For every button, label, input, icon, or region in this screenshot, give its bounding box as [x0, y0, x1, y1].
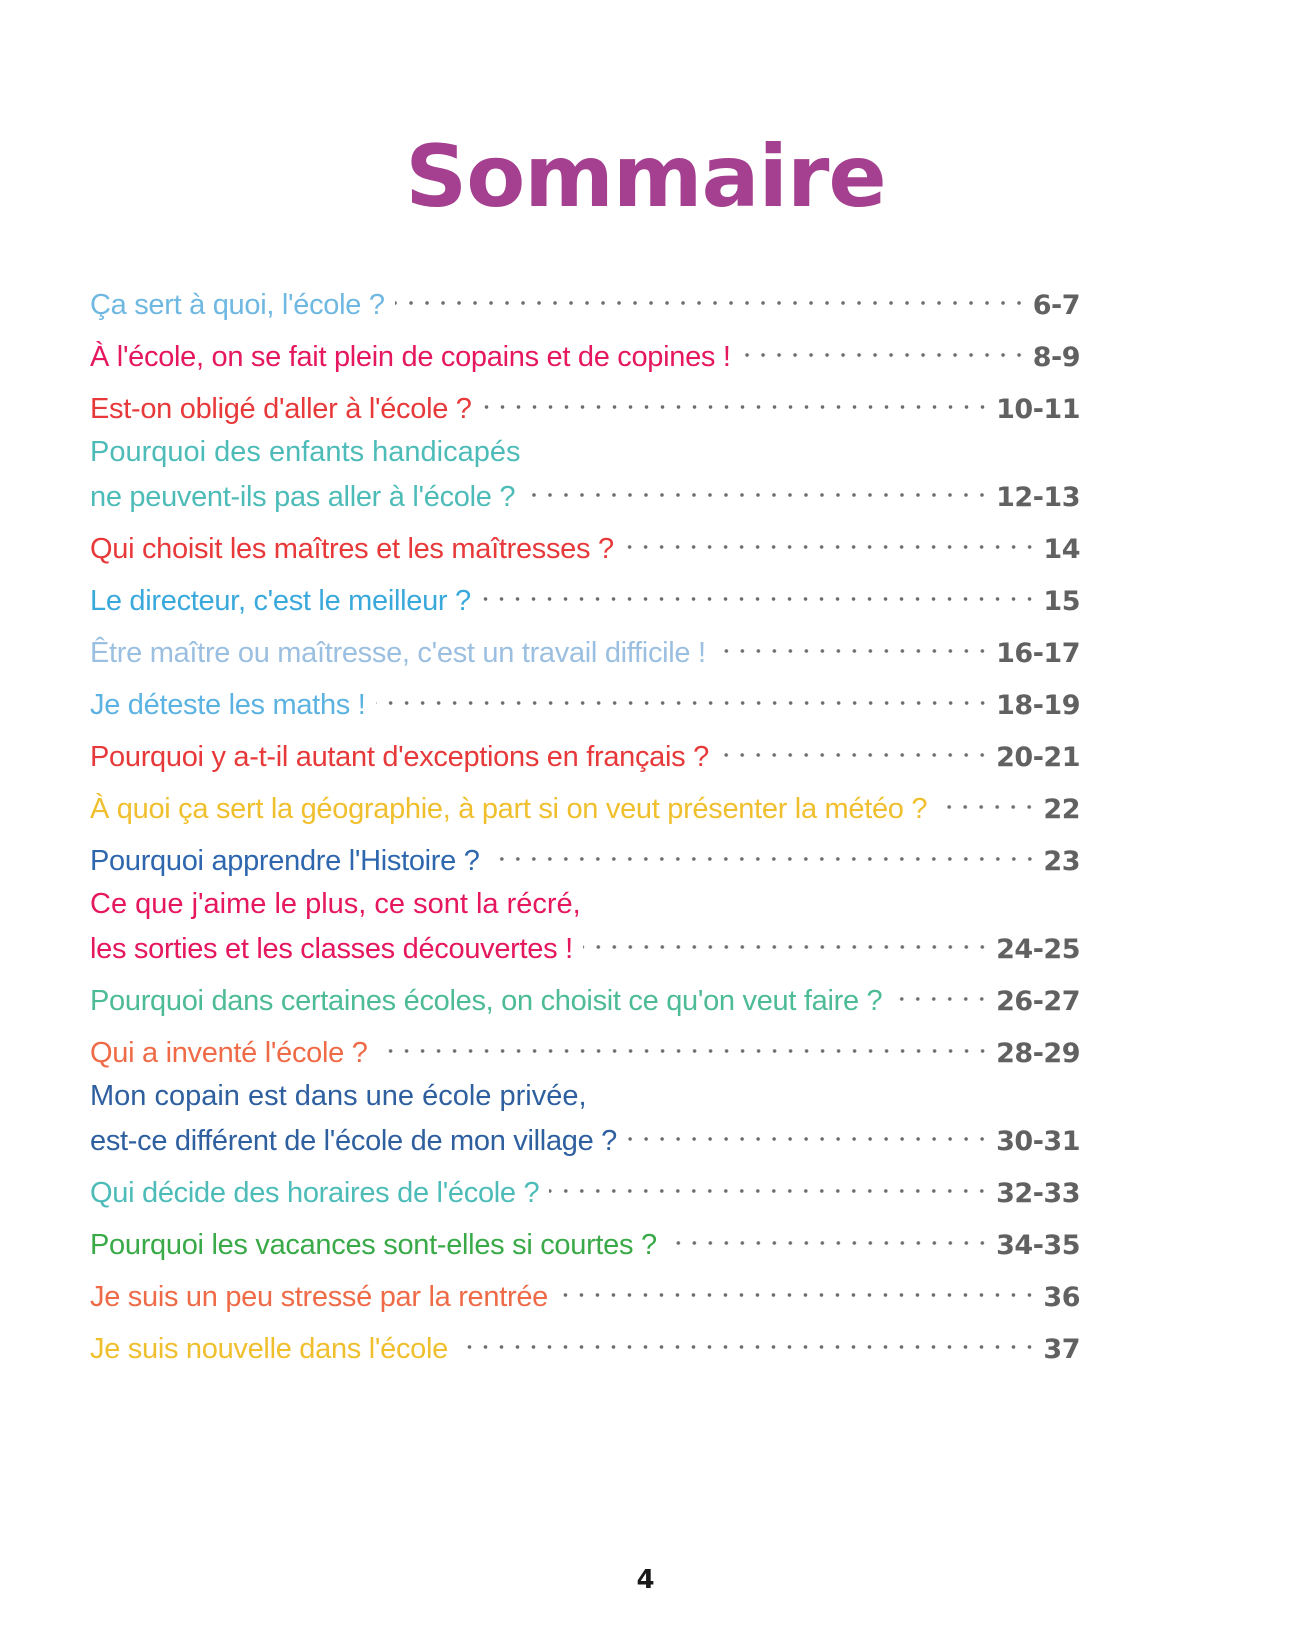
toc-entry-title: Pourquoi apprendre l'Histoire ? — [90, 845, 480, 877]
dot-leader — [525, 470, 990, 506]
toc-entry[interactable] — [90, 834, 1080, 877]
toc-entry-page: 28-29 — [996, 1038, 1080, 1069]
toc-entry-page: 14 — [1043, 534, 1080, 565]
toc-entry-title: les sorties et les classes découvertes ! — [90, 933, 573, 965]
toc-entry-page: 36 — [1043, 1282, 1080, 1313]
toc-entry-title: Pourquoi dans certaines écoles, on choisit ce qu'on veut faire ? — [90, 985, 883, 1017]
toc-entry-title-line: Mon copain est dans une école privée, — [90, 1080, 587, 1112]
toc-entry-title: Je suis nouvelle dans l'école — [90, 1333, 448, 1365]
toc-entry-title: Pourquoi y a-t-il autant d'exceptions en français ? — [90, 741, 709, 773]
dot-leader — [719, 730, 990, 766]
toc-entry-title: Ça sert à quoi, l'école ? — [90, 289, 385, 321]
toc-entry-title: À l'école, on se fait plein de copains et de copines ! — [90, 341, 731, 373]
toc-entry-title: Qui choisit les maîtres et les maîtresses ? — [90, 533, 614, 565]
toc-entry-title-line: Pourquoi des enfants handicapés — [90, 436, 521, 468]
toc-entry-title: Je déteste les maths ! — [90, 689, 366, 721]
toc-entry[interactable] — [90, 1322, 1080, 1365]
toc-entry-page: 23 — [1043, 846, 1080, 877]
toc-entry[interactable] — [90, 886, 1080, 965]
dot-leader — [378, 1026, 991, 1062]
toc-entry-page: 20-21 — [996, 742, 1080, 773]
dot-leader — [458, 1322, 1037, 1358]
toc-entry-title: Être maître ou maîtresse, c'est un travail difficile ! — [90, 637, 706, 669]
toc-entry[interactable] — [90, 1166, 1080, 1209]
dot-leader — [741, 330, 1027, 366]
toc-entry-page: 15 — [1043, 586, 1080, 617]
toc-entry[interactable] — [90, 730, 1080, 773]
dot-leader — [482, 382, 991, 418]
toc-entry[interactable] — [90, 1078, 1080, 1157]
toc-entry-page: 8-9 — [1032, 342, 1080, 373]
dot-leader — [937, 782, 1037, 818]
toc-entry[interactable] — [90, 1218, 1080, 1261]
toc-entry-page: 16-17 — [996, 638, 1080, 669]
table-of-contents — [90, 278, 1080, 1374]
toc-entry-page: 10-11 — [996, 394, 1080, 425]
dot-leader — [892, 974, 990, 1010]
toc-entry-title: Qui décide des horaires de l'école ? — [90, 1177, 540, 1209]
toc-entry-title: À quoi ça sert la géographie, à part si on veut présenter la météo ? — [90, 793, 928, 825]
toc-entry[interactable] — [90, 382, 1080, 425]
toc-entry-page: 37 — [1043, 1334, 1080, 1365]
dot-leader — [376, 678, 991, 714]
dot-leader — [395, 278, 1027, 314]
toc-entry-title: Est-on obligé d'aller à l'école ? — [90, 393, 472, 425]
toc-entry-page: 26-27 — [996, 986, 1080, 1017]
dot-leader — [583, 922, 990, 958]
dot-leader — [558, 1270, 1037, 1306]
toc-entry-title-line: Ce que j'aime le plus, ce sont la récré, — [90, 888, 581, 920]
toc-entry-page: 30-31 — [996, 1126, 1080, 1157]
toc-entry[interactable] — [90, 1026, 1080, 1069]
toc-entry[interactable] — [90, 974, 1080, 1017]
toc-entry-page: 24-25 — [996, 934, 1080, 965]
page-title: Sommaire — [405, 126, 886, 227]
toc-entry-title: Je suis un peu stressé par la rentrée — [90, 1281, 548, 1313]
dot-leader — [624, 522, 1038, 558]
toc-entry-title: Le directeur, c'est le meilleur ? — [90, 585, 471, 617]
dot-leader — [716, 626, 990, 662]
toc-entry-page: 32-33 — [996, 1178, 1080, 1209]
page-number: 4 — [636, 1565, 655, 1595]
toc-entry-title: ne peuvent-ils pas aller à l'école ? — [90, 481, 516, 513]
toc-entry[interactable] — [90, 278, 1080, 321]
toc-entry[interactable] — [90, 330, 1080, 373]
dot-leader — [481, 574, 1038, 610]
toc-entry[interactable] — [90, 434, 1080, 513]
toc-entry-page: 22 — [1043, 794, 1080, 825]
toc-entry-page: 12-13 — [996, 482, 1080, 513]
toc-entry[interactable] — [90, 626, 1080, 669]
toc-entry[interactable] — [90, 1270, 1080, 1313]
toc-entry[interactable] — [90, 574, 1080, 617]
dot-leader — [627, 1114, 990, 1150]
toc-entry-page: 6-7 — [1032, 290, 1080, 321]
toc-entry[interactable] — [90, 678, 1080, 721]
dot-leader — [667, 1218, 990, 1254]
dot-leader — [549, 1166, 990, 1202]
dot-leader — [490, 834, 1038, 870]
toc-entry-page: 34-35 — [996, 1230, 1080, 1261]
toc-entry-title: Qui a inventé l'école ? — [90, 1037, 368, 1069]
toc-entry-title: Pourquoi les vacances sont-elles si courtes ? — [90, 1229, 657, 1261]
toc-entry-page: 18-19 — [996, 690, 1080, 721]
toc-entry-title: est-ce différent de l'école de mon village ? — [90, 1125, 618, 1157]
toc-entry[interactable] — [90, 522, 1080, 565]
toc-entry[interactable] — [90, 782, 1080, 825]
